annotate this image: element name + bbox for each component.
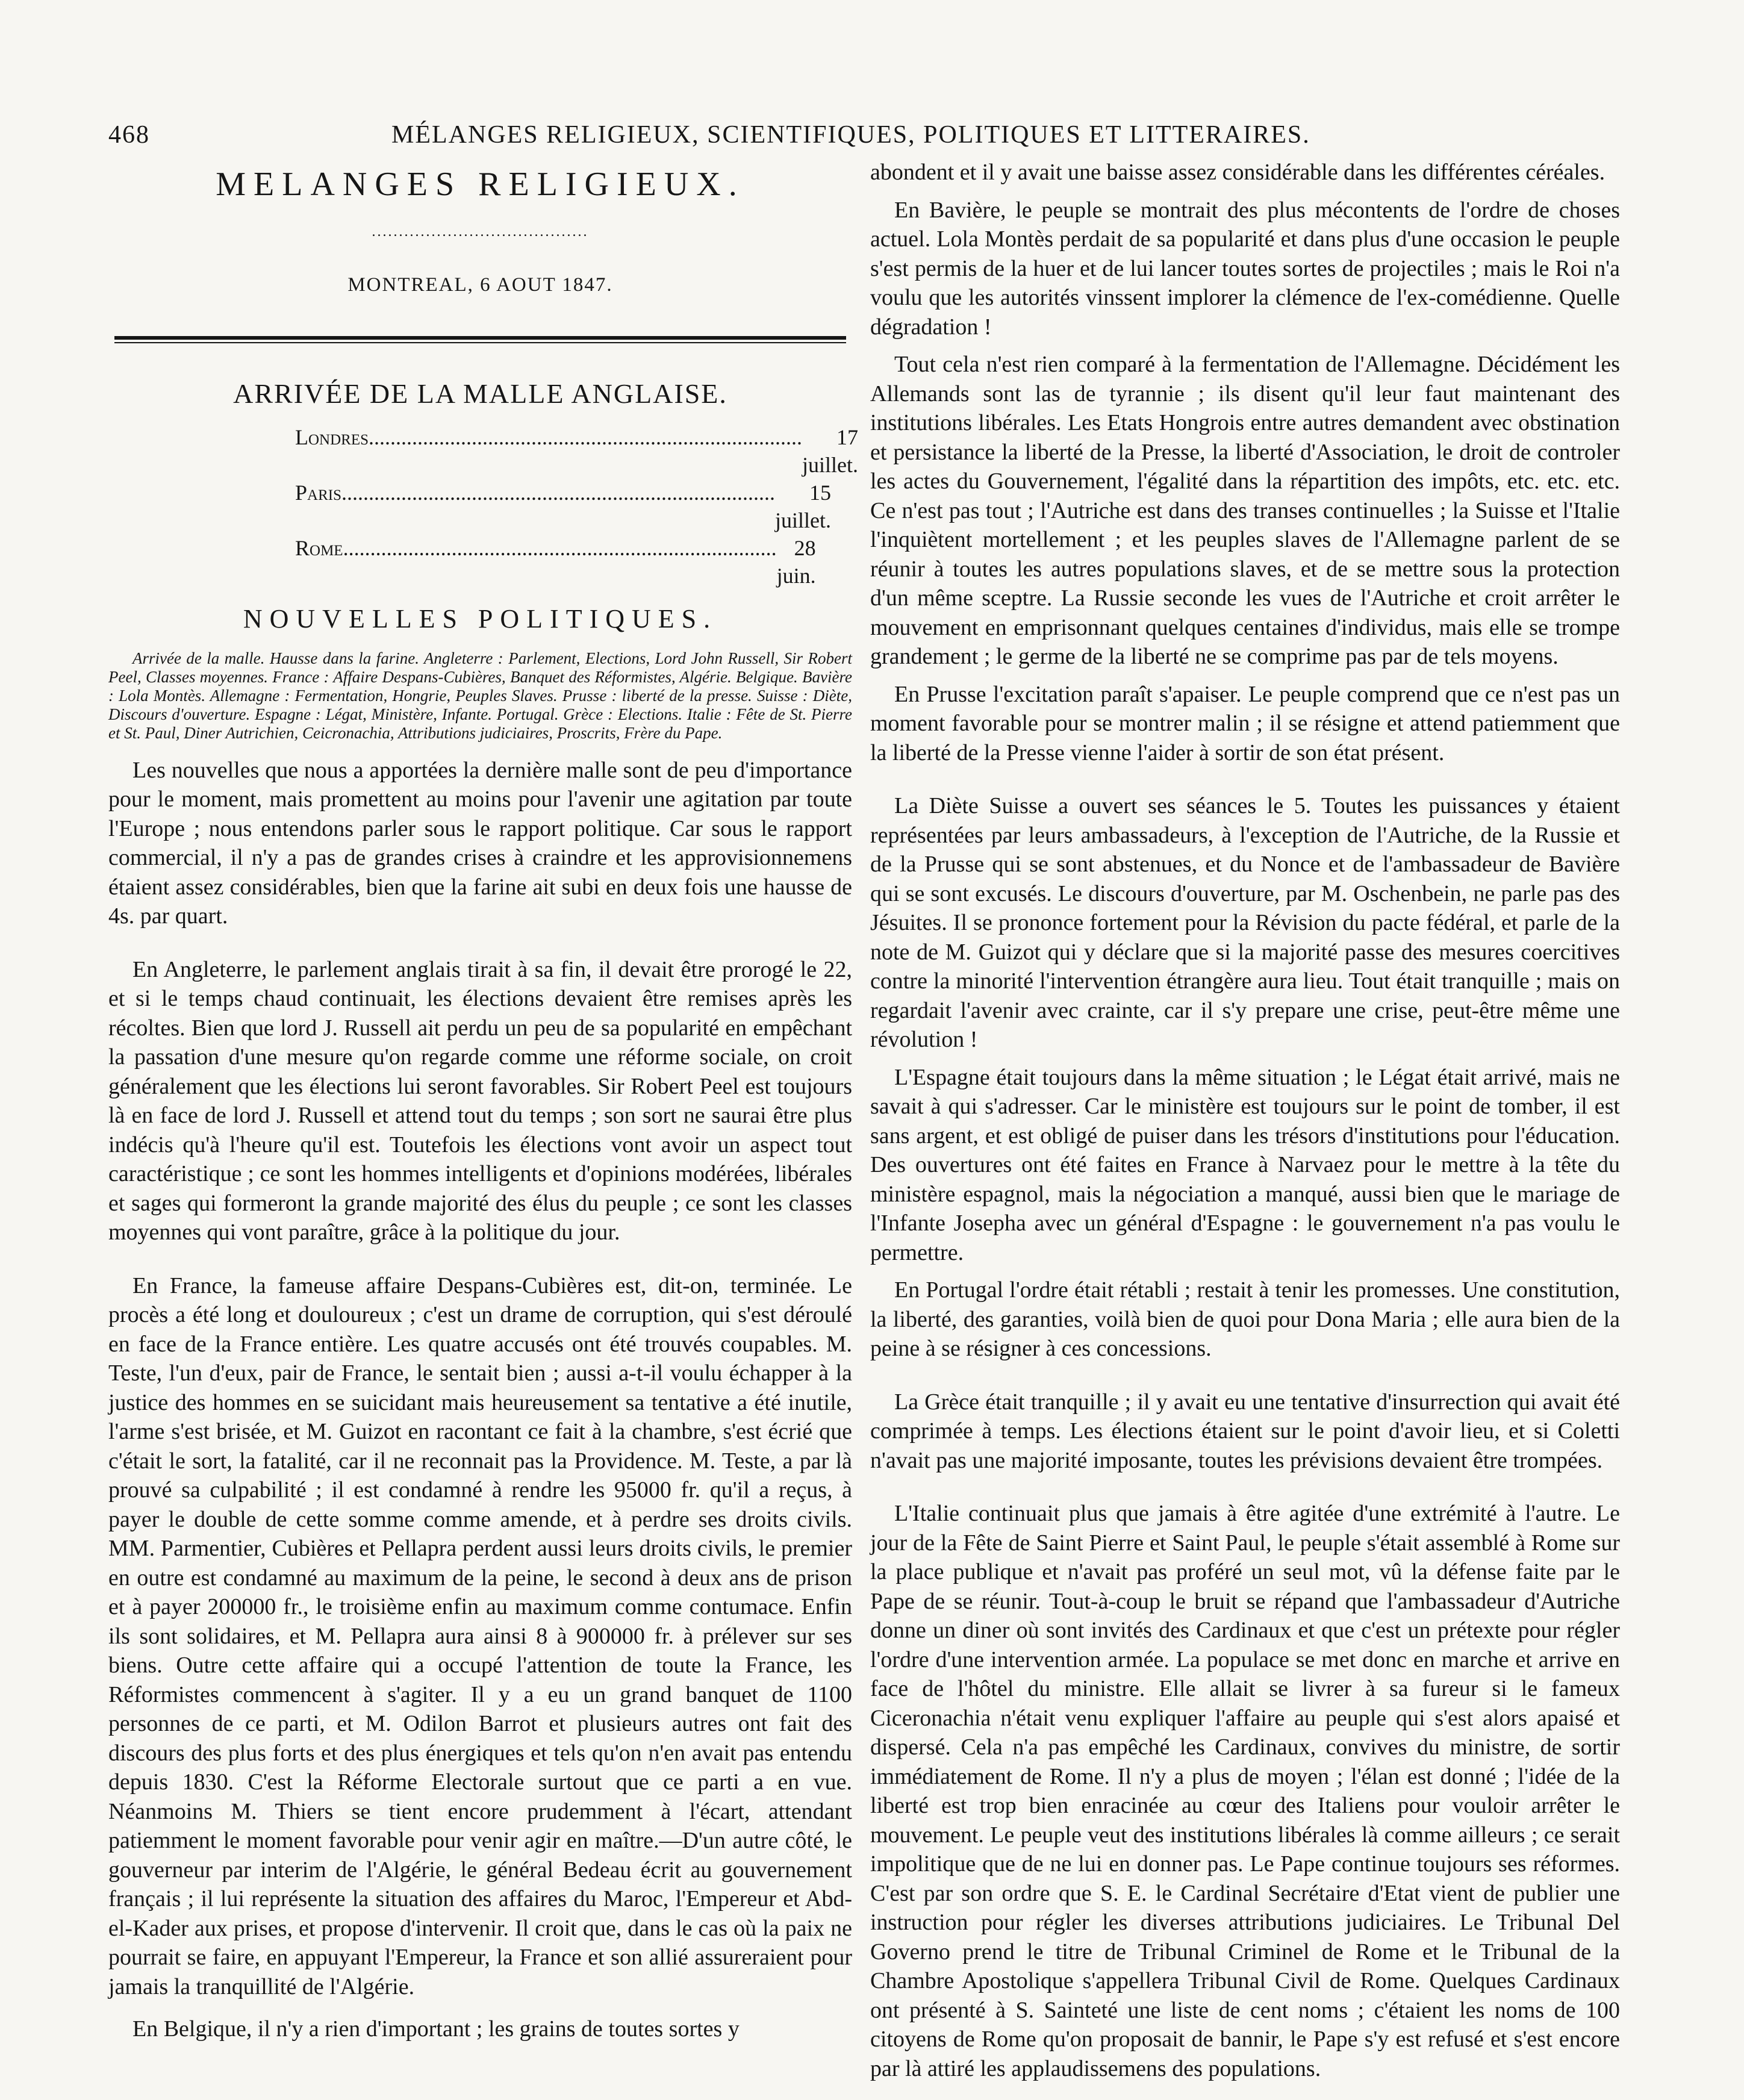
- mail-arrival-table: [295, 423, 859, 590]
- mail-row-londres: [295, 423, 859, 479]
- running-header: [90, 114, 1654, 157]
- news-summary: Arrivée de la malle. Hausse dans la farine. Angleterre : Parlement, Elections, Lord John Russell, Sir Robert Peel, Classes moyennes. France : Affaire Despans-Cubières, Banquet des Réformistes, Algérie. Belgique. Bavière : Lola Montès. Allemagne : Fermentation, Hongrie, Peuples Slaves. Prusse : liberté de la presse. Suisse : Diète, Discours d'ouverture. Espagne : Légat, Ministère, Infante. Portugal. Grèce : Elections. Italie : Fête de St. Pierre et St. Paul, Diner Autrichien, Ceicronachia, Attributions judiciaires, Proscrits, Frère du Pape.: [108, 649, 852, 742]
- article-paragraph: La Grèce était tranquille ; il y avait eu une tentative d'insurrection qui avait été comprimée à temps. Les élections étaient sur le point d'avoir lieu, et si Coletti n'avait pas une majorité imposante, toutes les prévisions devaient être trompées.: [870, 1389, 1620, 1473]
- mail-section-heading: ARRIVÉE DE LA MALLE ANGLAISE.: [233, 378, 727, 409]
- dateline: MONTREAL, 6 AOUT 1847.: [347, 274, 613, 296]
- running-title: MÉLANGES RELIGIEUX, SCIENTIFIQUES, POLITIQUES ET LITTERAIRES.: [391, 121, 1310, 149]
- page-number: 468: [108, 121, 150, 149]
- mail-city: Rome: [295, 536, 343, 560]
- mail-date: 28 juin.: [776, 536, 816, 588]
- mail-leader: ................................................................................: [343, 536, 777, 560]
- article-paragraph: L'Espagne était toujours dans la même situation ; le Légat était arrivé, mais ne savait à qui s'adresser. Car le ministère est toujours sur le point de tomber, il est sans argent, et est obligé de puiser dans les trésors d'institutions pour l'éducation. Des ouvertures ont été faites en France à Narvaez pour le mettre à la tête du ministère espagnol, mais la négociation a manqué, aussi bien que le mariage de l'Infante Josepha avec un général d'Espagne : le gouvernement n'a pas voulu le permettre.: [870, 1064, 1620, 1265]
- mail-leader: ................................................................................: [341, 481, 775, 505]
- mail-date: 17 juillet.: [802, 425, 859, 477]
- masthead-dots: ........................................: [372, 223, 589, 240]
- mail-city: Londres: [295, 425, 369, 449]
- article-paragraph: En Angleterre, le parlement anglais tirait à sa fin, il devait être prorogé le 22, et si le temps chaud continuait, les élections devaient être remises après les récoltes. Bien que lord J. Russell ait perdu un peu de sa popularité en empêchant la passation d'une mesure qu'on regarde comme une réforme sociale, on croit généralement que les élections lui seront favorables. Sir Robert Peel est toujours là en face de lord J. Russell et attend tout du temps ; son sort ne saurai être plus indécis qu'à l'heure qu'il est. Toutefois les élections vont avoir un aspect tout caractéristique ; ce sont les hommes intelligents et d'opinions modérées, libérales et sages qui formeront la grande majorité des élus du peuple ; ce sont les classes moyennes qui vont paraître, grâce à la politique du jour.: [108, 956, 852, 1245]
- article-paragraph: En France, la fameuse affaire Despans-Cubières est, dit-on, terminée. Le procès a été long et douloureux ; c'est un drame de corruption, qui s'est déroulé en face de la France entière. Les quatre accusés ont été trouvés coupables. M. Teste, l'un d'eux, pair de France, le sentait bien ; aussi a-t-il voulu échapper à la justice des hommes en se suicidant mais heureusement sa tentative a été inutile, l'arme s'est brisée, et M. Guizot en racontant ce fait à la chambre, s'est écrié que c'était le sort, la fatalité, car il ne reconnait pas la Providence. M. Teste, a par là prouvé sa culpabilité ; il est condamné à rendre les 95000 fr. qu'il a reçus, à payer le double de cette somme comme amende, et à perdre ses droits civils. MM. Parmentier, Cubières et Pellapra perdent aussi leurs droits civils, le premier en outre est condamné au maximum de la peine, le second à deux ans de prison et à payer 200000 fr., le troisième enfin au maximum comme contumace. Enfin ils sont solidaires, et M. Pellapra aura ainsi 8 à 900000 fr. à prélever sur ses biens. Outre cette affaire qui a occupé l'attention de toute la France, les Réformistes commencent à s'agiter. Il y a eu un grand banquet de 1100 personnes de ce parti, et M. Odilon Barrot et plusieurs autres ont fait des discours des plus forts et des plus énergiques et tels qu'on n'en avait pas entendu depuis 1830. C'est la Réforme Electorale surtout que ce parti a en vue. Néanmoins M. Thiers se tient encore prudemment à l'écart, attendant patiemment le moment favorable pour venir agir en maître.—D'un autre côté, le gouverneur par interim de l'Algérie, le général Bedeau écrit au gouvernement français ; il lui représente la situation des affaires du Maroc, l'Empereur et Abd-el-Kader aux prises, et propose d'intervenir. Il croit que, dans le cas où la paix ne pourrait se faire, en appuyant l'Empereur, la France et son allié assureraient pour jamais la tranquillité de l'Algérie.: [108, 1273, 852, 1999]
- article-paragraph: En Belgique, il n'y a rien d'important ; les grains de toutes sortes y: [132, 2016, 740, 2042]
- article-paragraph: Les nouvelles que nous a apportées la dernière malle sont de peu d'importance pour le moment, mais promettent au moins pour l'avenir une agitation par toute l'Europe ; nous entendons parler sous le rapport politique. Car sous le rapport commercial, il n'y a pas de grandes crises à craindre et les approvisionnemens étaient assez considérables, bien que la farine ait subi en deux fois une hausse de 4s. par quart.: [108, 757, 852, 929]
- mail-date: 15 juillet.: [774, 481, 831, 532]
- article-paragraph: abondent et il y avait une baisse assez considérable dans les différentes céréales.: [870, 160, 1605, 185]
- mail-row-paris: [295, 479, 831, 534]
- double-rule-divider: [114, 336, 846, 343]
- article-paragraph: En Prusse l'excitation paraît s'apaiser. Le peuple comprend que ce n'est pas un moment favorable pour se montrer malin ; il se résigne et attend patiemment que la liberté de la Presse vienne l'aider à sortir de son état présent.: [870, 681, 1620, 765]
- article-paragraph: En Portugal l'ordre était rétabli ; restait à tenir les promesses. Une constitution, la liberté, des garanties, voilà bien de quoi pour Dona Maria ; elle aura bien de la peine à se résigner à ces concessions.: [870, 1277, 1620, 1361]
- article-paragraph: L'Italie continuait plus que jamais à être agitée d'une extrémité à l'autre. Le jour de la Fête de Saint Pierre et Saint Paul, le peuple s'était assemblé à Rome sur la place publique et n'avait pas proféré un seul mot, vû la défense faite par le Pape de se réunir. Tout-à-coup le bruit se répand que l'ambassadeur d'Autriche donne un diner où sont invités des Cardinaux et que c'est un prétexte pour régler l'ordre d'une intervention armée. La populace se met donc en marche et arrive en face de l'hôtel du ministre. Elle allait se livrer à sa fureur si le fameux Ciceronachia n'était venu expliquer l'affaire au peuple qui s'est alors apaisé et dispersé. Cela n'a pas empêché les Cardinaux, convives du ministre, de sortir immédiatement de Rome. Il n'y a plus de moyen ; l'élan est donné ; l'idée de la liberté est trop bien enracinée au cœur des Italiens pour vouloir arrêter le mouvement. Le peuple veut des institutions libérales là comme ailleurs ; ce serait impolitique que de ne lui en donner pas. Le Pape continue toujours ses réformes. C'est par son ordre que S. E. le Cardinal Secrétaire d'Etat vient de publier une instruction pour régler les diverses attributions judiciaires. Le Tribunal Del Governo prend le titre de Tribunal Criminel de Rome et le Tribunal de la Chambre Apostolique s'appellera Tribunal Civil de Rome. Quelques Cardinaux ont présenté à S. Sainteté une liste de cent noms ; c'étaient les noms de 100 citoyens de Rome qu'on proposait de bannir, le Pape s'y est refusé et s'est encore par là attiré les applaudissemens des populations.: [870, 1501, 1620, 2081]
- news-section-heading: NOUVELLES POLITIQUES.: [243, 604, 718, 634]
- left-column: [108, 158, 859, 2057]
- right-column: [870, 158, 1620, 2092]
- mail-row-rome: [295, 534, 816, 590]
- article-paragraph: En Bavière, le peuple se montrait des plus mécontents de l'ordre de choses actuel. Lola Montès perdait de sa popularité et dans plus d'une occasion le peuple s'est permis de la huer et de lui lancer toutes sortes de projectiles ; mais le Roi n'a voulu que les autorités vinssent implorer la clémence de l'ex-comédienne. Quelle dégradation !: [870, 197, 1620, 340]
- masthead-title: MELANGES RELIGIEUX.: [216, 166, 745, 203]
- mail-city: Paris: [295, 481, 341, 505]
- mail-leader: ................................................................................: [369, 425, 803, 449]
- article-paragraph: La Diète Suisse a ouvert ses séances le 5. Toutes les puissances y étaient représentées par leurs ambassadeurs, à l'exception de l'Autriche, de la Russie et de la Prusse qui se sont abstenues, et du Nonce et de l'ambassadeur de Bavière qui se sont excusés. Le discours d'ouverture, par M. Oschenbein, ne parle pas des Jésuites. Il se prononce fortement pour la Révision du pacte fédéral, et parle de la note de M. Guizot qui y déclare que si la majorité passe des mesures coercitives contre la minorité l'intervention étrangère aura lieu. Tout était tranquille ; mais on regardait l'avenir avec crainte, car il s'y prepare une crise, peut-être même une révolution !: [870, 793, 1620, 1052]
- article-paragraph: Tout cela n'est rien comparé à la fermentation de l'Allemagne. Décidément les Allemands sont las de tyrannie ; ils disent qu'il leur faut maintenant des institutions libérales. Les Etats Hongrois entre autres demandent avec obstination et persistance la liberté de la Presse, la liberté d'Association, le droit de controler les actes du Gouvernement, l'égalité dans la répartition des impôts, etc. etc. etc. Ce n'est pas tout ; l'Autriche est dans des transes continuelles ; la Suisse et l'Italie l'inquiètent mortellement ; et les peuples slaves de l'Allemagne parlent de se réunir à toutes les autres populations slaves, et de se mettre sous la protection d'un même sceptre. La Russie seconde les vues de l'Autriche et croit arrêter le mouvement en emprisonnant quelques centaines d'individus, mais elle se trompe grandement ; le germe de la liberté ne se comprime pas par de tels moyens.: [870, 352, 1620, 669]
